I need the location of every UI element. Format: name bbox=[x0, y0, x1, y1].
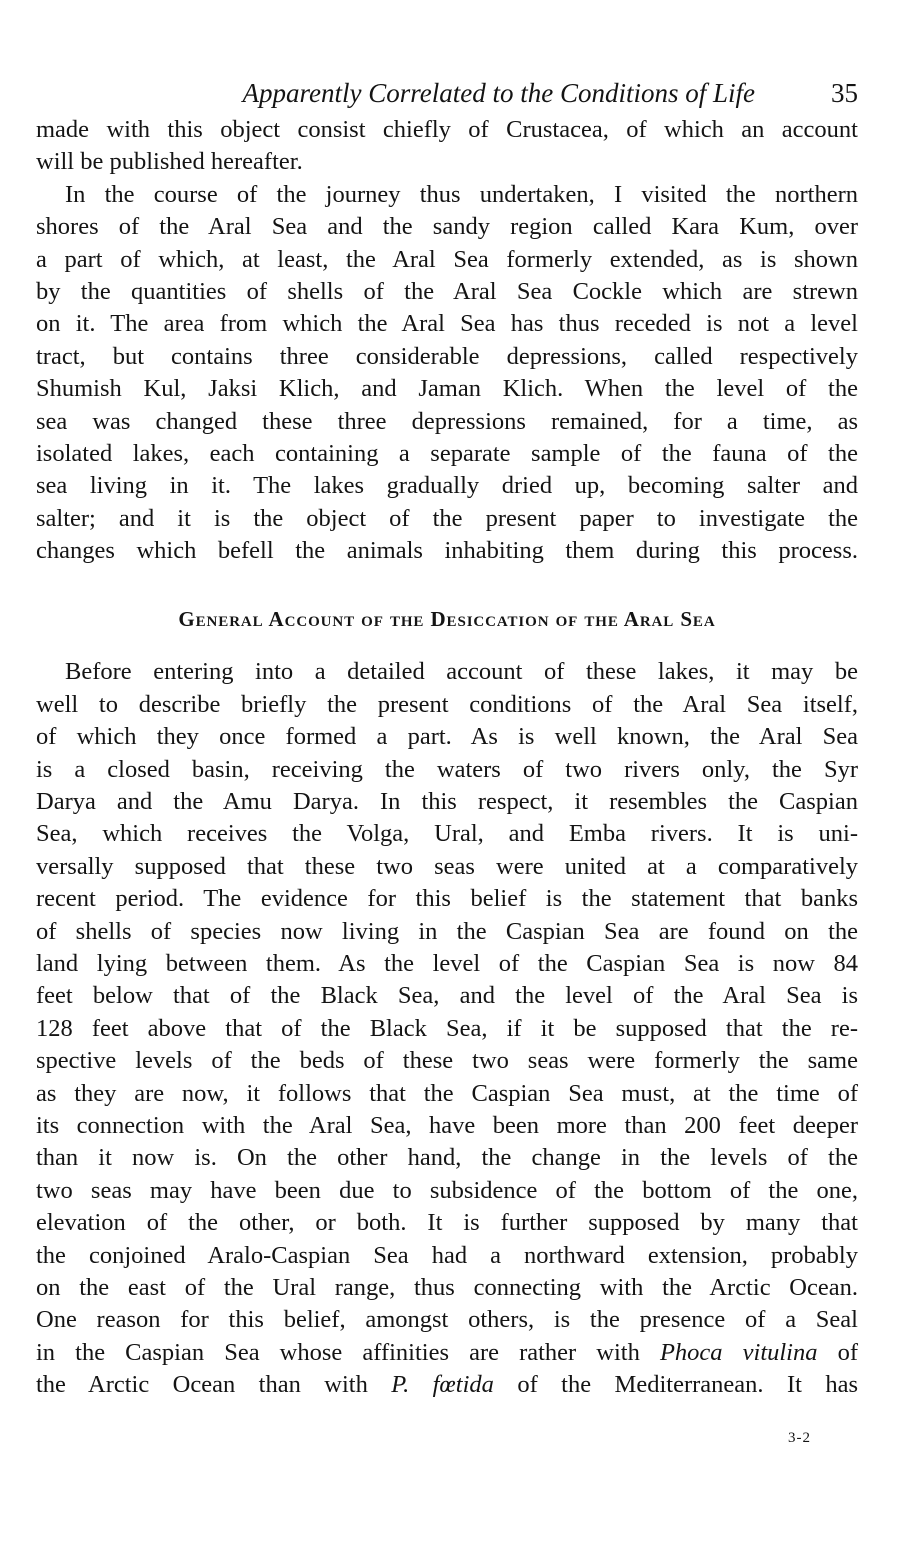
text-line: 128 feet above that of the Black Sea, if it be supposed that the re- bbox=[36, 1014, 858, 1042]
running-head bbox=[36, 72, 858, 114]
section-spacing bbox=[36, 567, 858, 603]
text-line: feet below that of the Black Sea, and the level of the Aral Sea is bbox=[36, 982, 858, 1010]
text-line: sea was changed these three depressions remained, for a time, as bbox=[36, 407, 858, 435]
text-line: a part of which, at least, the Aral Sea formerly extended, as is shown bbox=[36, 245, 858, 273]
text-line: the conjoined Aralo-Caspian Sea had a northward extension, probably bbox=[36, 1241, 858, 1269]
section-heading: General Account of the Desiccation of the Aral Sea bbox=[178, 607, 716, 632]
text-line: sea living in it. The lakes gradually dried up, becoming salter and bbox=[36, 472, 858, 500]
line-text-before: the Arctic Ocean than with bbox=[36, 1371, 368, 1399]
text-line: changes which befell the animals inhabiting them during this process. bbox=[36, 537, 858, 565]
paragraph-aral-sea bbox=[36, 656, 858, 1401]
text-line: isolated lakes, each containing a separate sample of the fauna of the bbox=[36, 439, 858, 467]
text-line: salter; and it is the object of the present paper to investigate the bbox=[36, 504, 858, 532]
text-line: than it now is. On the other hand, the change in the levels of the bbox=[36, 1144, 858, 1172]
paragraph-journey bbox=[36, 179, 858, 568]
text-line: on the east of the Ural range, thus connecting with the Arctic Ocean. bbox=[36, 1273, 858, 1301]
text-line: land lying between them. As the level of the Caspian Sea is now 84 bbox=[36, 949, 858, 977]
species-name-italic: Phoca vitulina bbox=[659, 1338, 818, 1366]
text-line: versally supposed that these two seas were united at a comparatively bbox=[36, 852, 858, 880]
text-line: Sea, which receives the Volga, Ural, and Emba rivers. It is uni- bbox=[36, 820, 858, 848]
text-line: well to describe briefly the present conditions of the Aral Sea itself, bbox=[36, 690, 858, 718]
text-line: Before entering into a detailed account of these lakes, it may be bbox=[65, 658, 858, 686]
text-line: In the course of the journey thus undertaken, I visited the northern bbox=[65, 180, 858, 208]
text-line: its connection with the Aral Sea, have been more than 200 feet deeper bbox=[36, 1111, 858, 1139]
text-line: as they are now, it follows that the Caspian Sea must, at the time of bbox=[36, 1079, 858, 1107]
text-line: by the quantities of shells of the Aral Sea Cockle which are strewn bbox=[36, 277, 858, 305]
text-line: of which they once formed a part. As is well known, the Aral Sea bbox=[36, 723, 858, 751]
text-line: is a closed basin, receiving the waters of two rivers only, the Syr bbox=[36, 755, 858, 783]
line-text-before: in the Caspian Sea whose affinities are rather with bbox=[36, 1338, 640, 1366]
book-page bbox=[36, 72, 858, 1401]
text-line: on it. The area from which the Aral Sea has thus receded is not a level bbox=[36, 310, 858, 338]
text-line: Shumish Kul, Jaksi Klich, and Jaman Klich. When the level of the bbox=[36, 375, 858, 403]
species-name-italic: P. fœtida bbox=[391, 1371, 494, 1399]
line-text-after: of bbox=[837, 1338, 859, 1366]
text-line: made with this object consist chiefly of Crustacea, of which an account bbox=[36, 116, 858, 143]
text-line: Darya and the Amu Darya. In this respect, it resembles the Caspian bbox=[36, 788, 858, 816]
text-line: two seas may have been due to subsidence of the bottom of the one, bbox=[36, 1176, 858, 1204]
text-line: recent period. The evidence for this belief is the statement that banks bbox=[36, 885, 858, 913]
text-line: elevation of the other, or both. It is further supposed by many that bbox=[36, 1209, 858, 1237]
text-line: of shells of species now living in the Caspian Sea are found on the bbox=[36, 917, 858, 945]
text-line bbox=[36, 1369, 858, 1401]
page-number: 35 bbox=[831, 78, 858, 108]
text-line: One reason for this belief, amongst others, is the presence of a Seal bbox=[36, 1306, 858, 1334]
running-title: Apparently Correlated to the Conditions of Life bbox=[242, 78, 755, 108]
text-line: will be published hereafter. bbox=[36, 148, 303, 176]
paragraph-continuation bbox=[36, 114, 858, 179]
text-line: spective levels of the beds of these two seas were formerly the same bbox=[36, 1047, 858, 1075]
text-line bbox=[36, 1337, 858, 1369]
section-spacing bbox=[36, 635, 858, 656]
text-line: tract, but contains three considerable depressions, called respectively bbox=[36, 342, 858, 370]
line-text-after: of the Mediterranean. It has bbox=[517, 1371, 858, 1399]
text-line: shores of the Aral Sea and the sandy region called Kara Kum, over bbox=[36, 213, 858, 241]
signature-mark: 3-2 bbox=[788, 1430, 811, 1446]
